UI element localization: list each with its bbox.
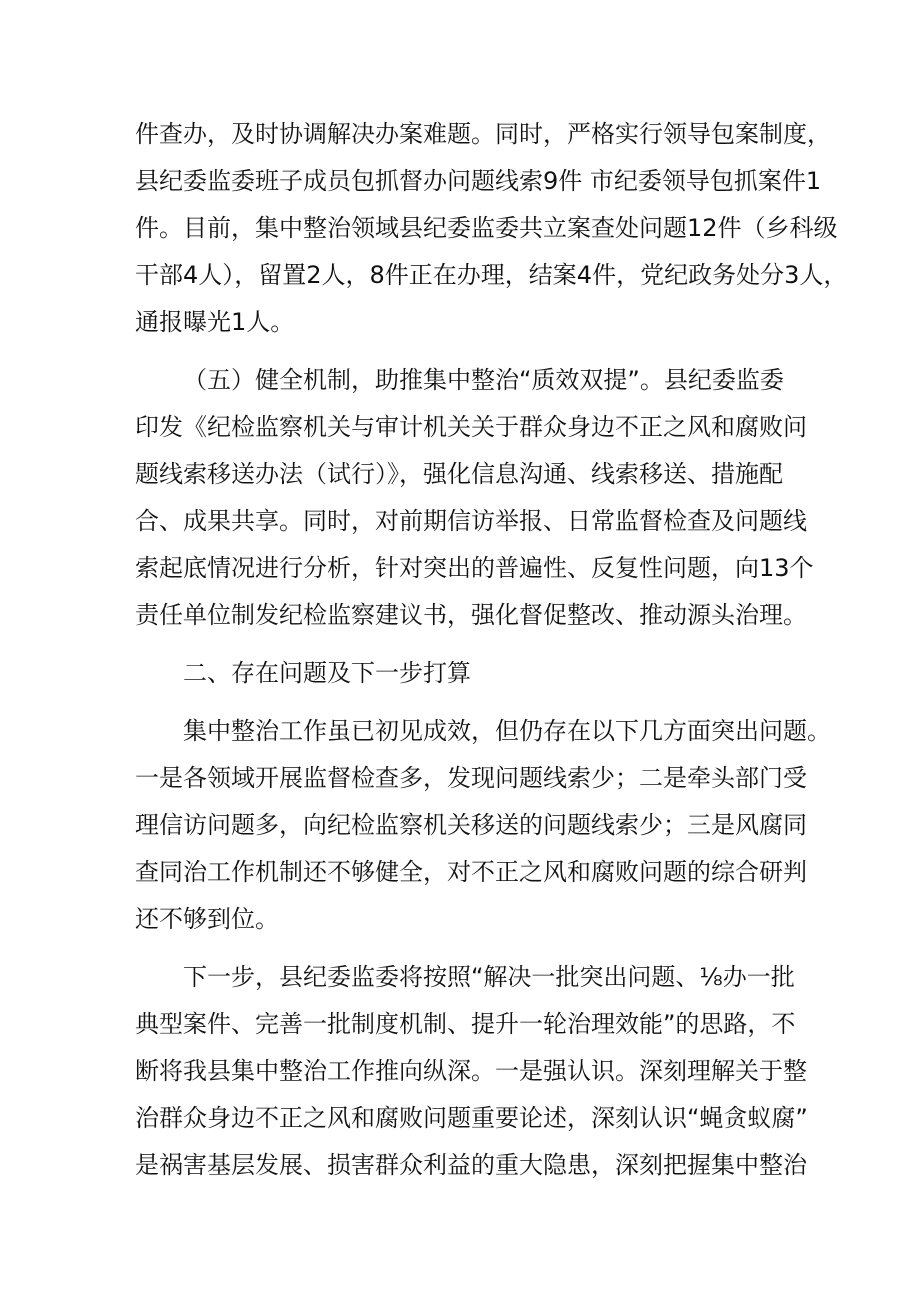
text-line: 下一步，县纪委监委将按照“解决一批突出问题、⅛办一批: [183, 963, 795, 991]
paragraph-gap: [135, 346, 795, 357]
text-line: 集中整治工作虽已初见成效，但仍存在以下几方面突出问题。: [183, 717, 831, 745]
text-line: 还不够到位。: [135, 905, 279, 933]
text-line: 查同治工作机制还不够健全，对不正之风和腐败问题的综合研判: [135, 858, 807, 886]
paragraph-next-steps: [135, 954, 808, 1189]
section-heading: 二、存在问题及下一步打算: [183, 659, 471, 687]
text-line: 件查办，及时协调解决办案难题。同时，严格实行领导包案制度，: [135, 120, 831, 148]
text-line: 题线索移送办法（试行）》，强化信息沟通、线索移送、措施配: [135, 460, 783, 488]
paragraph-mechanism: [135, 357, 814, 639]
paragraph-gap: [135, 639, 795, 650]
text-line: 县纪委监委班子成员包抓督办问题线索9件 市纪委领导包抓案件1: [135, 167, 822, 195]
text-line: 是祸害基层发展、损害群众利益的重大隐患，深刻把握集中整治: [135, 1151, 807, 1179]
paragraph-gap: [135, 943, 795, 954]
text-line: 合、成果共享。同时，对前期信访举报、日常监督检查及问题线: [135, 507, 807, 535]
text-line: 件。目前，集中整治领域县纪委监委共立案查处问题12件（乡科级: [135, 214, 838, 242]
document-body: [135, 111, 848, 1189]
text-line: 索起底情况进行分析，针对突出的普遍性、反复性问题，向13个: [135, 554, 814, 582]
text-line: 印发《纪检监察机关与审计机关关于群众身边不正之风和腐败问: [135, 413, 807, 441]
paragraph-problems: [135, 708, 831, 943]
paragraph-case-handling: [135, 111, 848, 346]
text-line: 干部4人），留置2人，8件正在办理，结案4件，党纪政务处分3人，: [135, 261, 848, 289]
text-line: 断将我县集中整治工作推向纵深。一是强认识。深刻理解关于整: [135, 1057, 807, 1085]
paragraph-gap: [135, 697, 795, 708]
text-line: 治群众身边不正之风和腐败问题重要论述，深刻认识“蝇贪蚁腐”: [135, 1104, 808, 1132]
text-line: 通报曝光1人。: [135, 308, 295, 336]
text-line: 责任单位制发纪检监察建议书，强化督促整改、推动源头治理。: [135, 601, 807, 629]
text-line: 理信访问题多，向纪检监察机关移送的问题线索少；三是风腐同: [135, 811, 807, 839]
text-line: 典型案件、完善一批制度机制、提升一轮治理效能”的思路，不: [135, 1010, 796, 1038]
text-line: 一是各领域开展监督检查多，发现问题线索少；二是牵头部门受: [135, 764, 807, 792]
text-line: （五）健全机制，助推集中整治“质效双提”。县纪委监委: [183, 366, 784, 394]
